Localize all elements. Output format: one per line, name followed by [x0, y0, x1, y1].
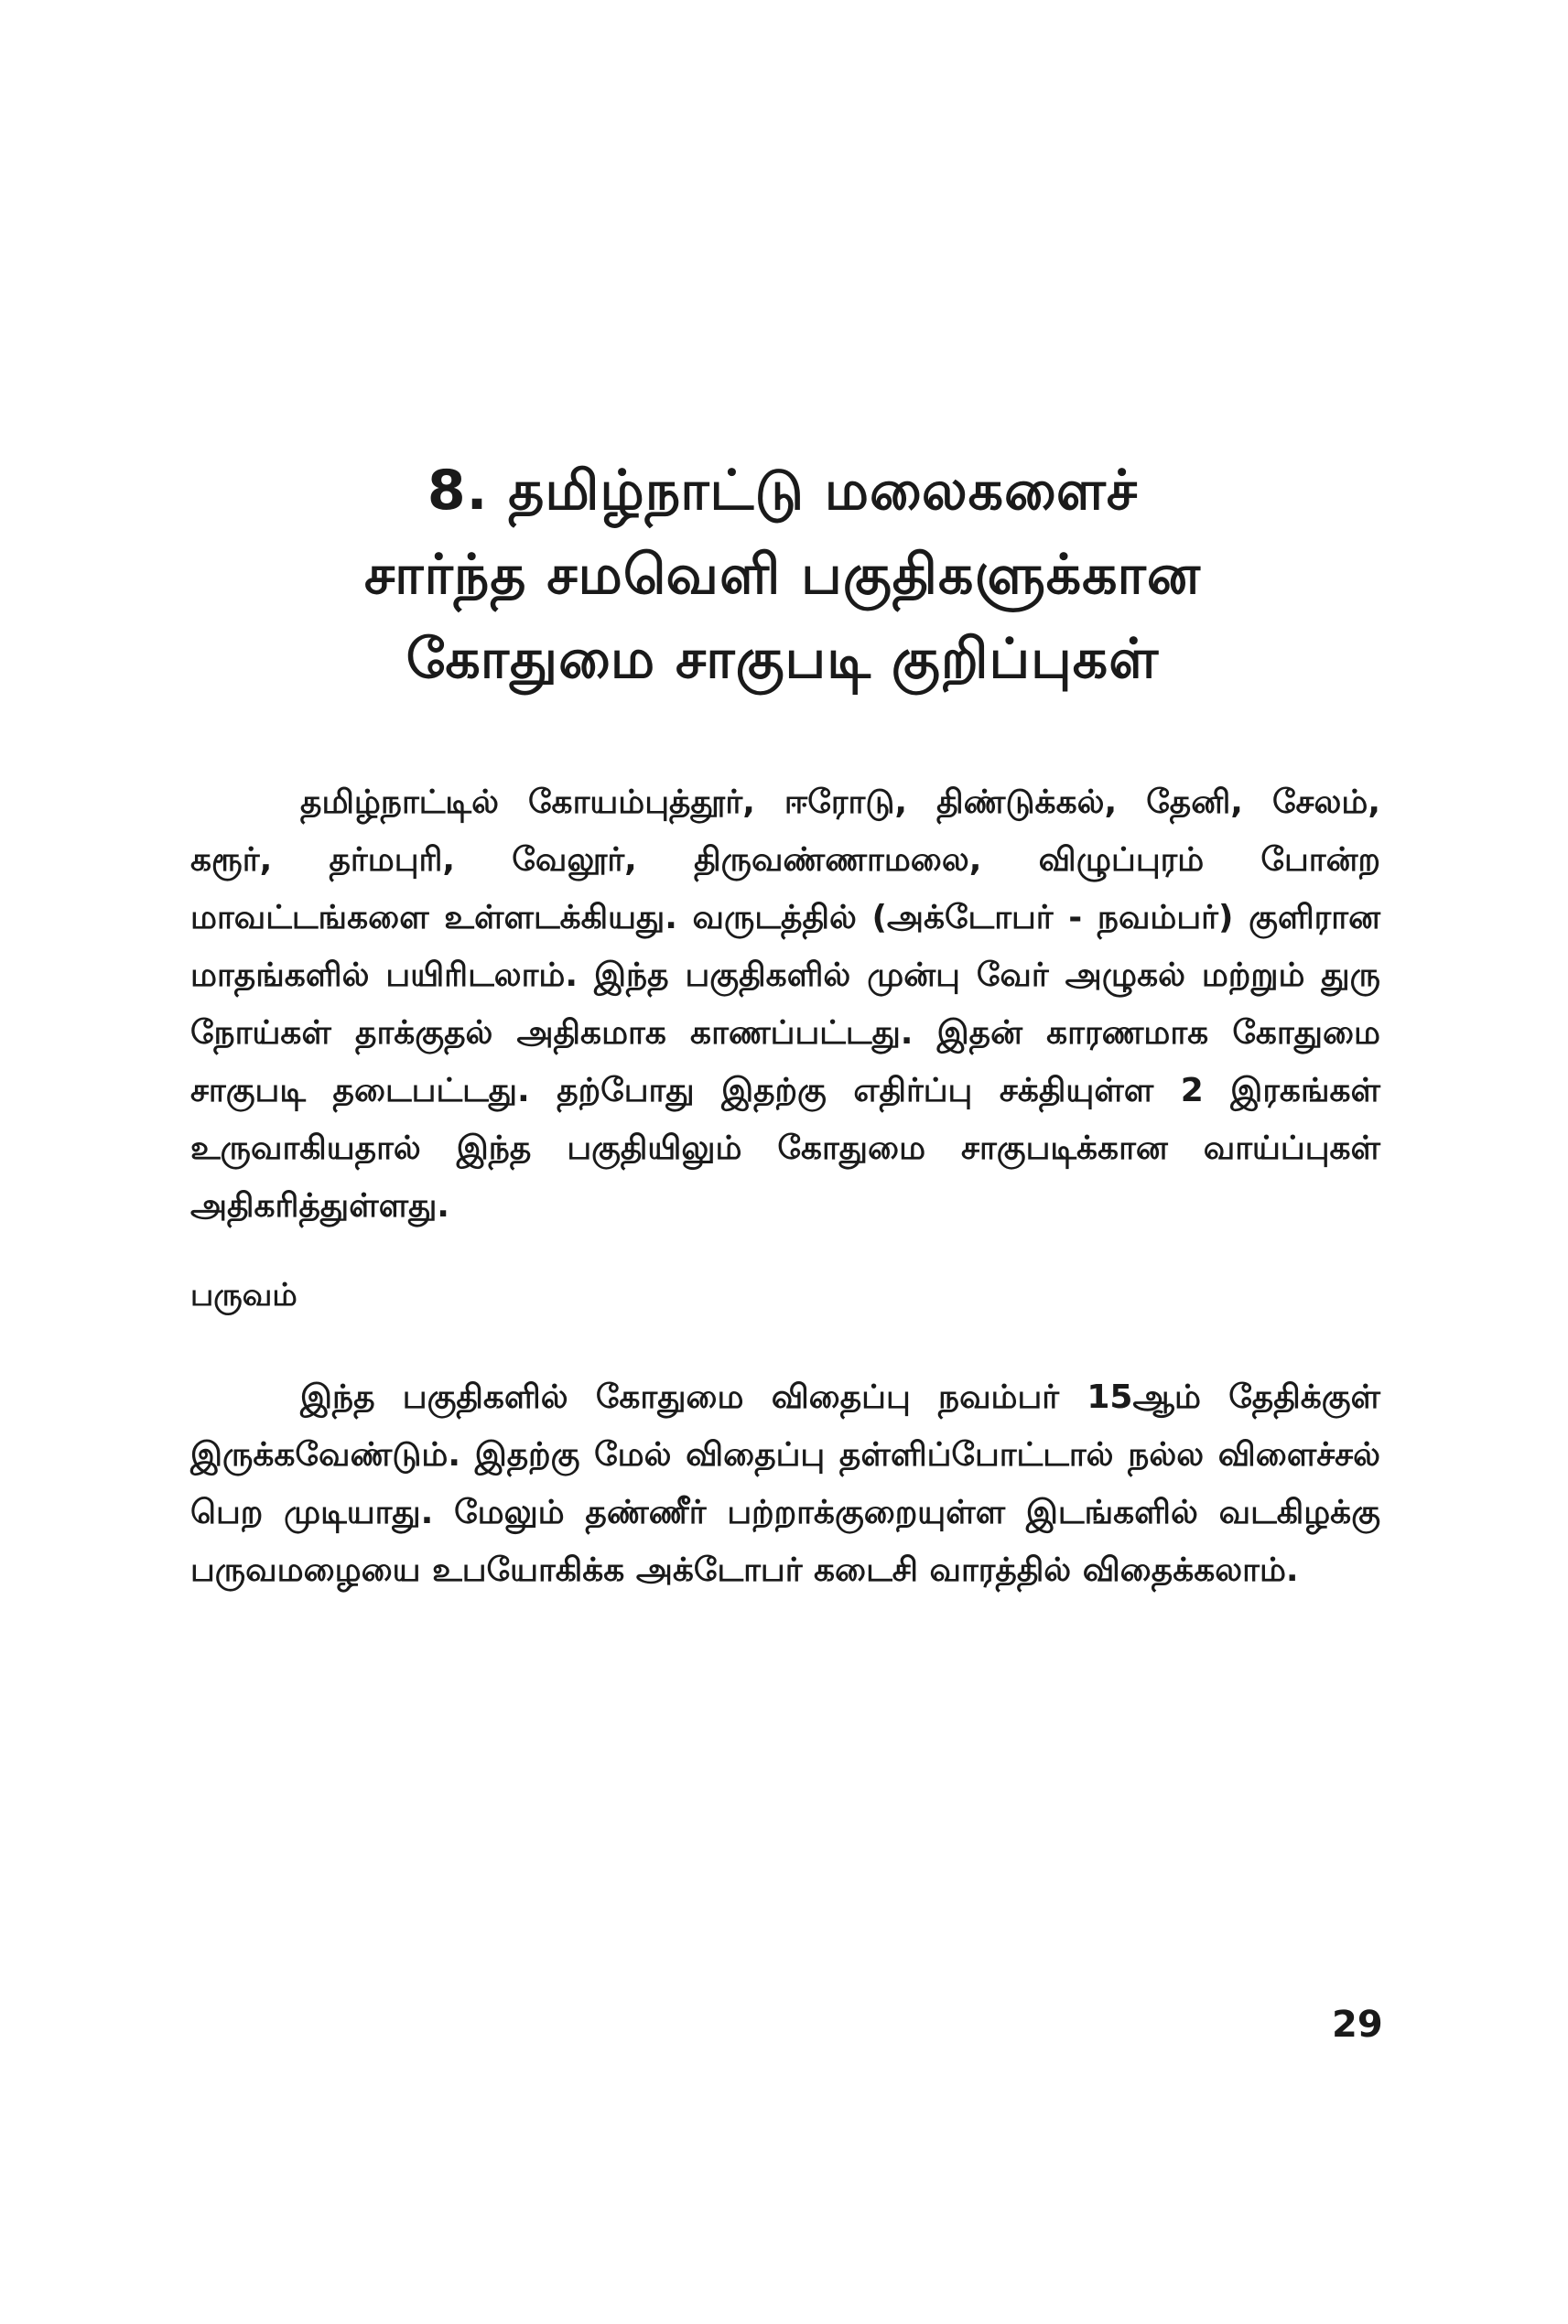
intro-paragraph: தமிழ்நாட்டில் கோயம்புத்தூர், ஈரோடு, திண்டுக்கல், தேனி, சேலம், கரூர், தர்மபுரி, வேலூர், திருவண்ணாமலை, விழுப்புரம் போன்ற மாவட்டங்களை உள்ளடக்கியது. வருடத்தில் (அக்டோபர் - நவம்பர்) குளிரான மாதங்களில் பயிரிடலாம். இந்த பகுதிகளில் முன்பு வேர் அழுகல் மற்றும் துரு நோய்கள் தாக்குதல் அதிகமாக காணப்பட்டது. இதன் காரணமாக கோதுமை சாகுபடி தடைபட்டது. தற்போது இதற்கு எதிர்ப்பு சக்தியுள்ள 2 இரகங்கள் உருவாகியதால் இந்த பகுதியிலும் கோதுமை சாகுபடிக்கான வாய்ப்புகள் அதிகரித்துள்ளது. [190, 784, 1380, 1225]
chapter-title [275, 449, 1291, 701]
season-paragraph: இந்த பகுதிகளில் கோதுமை விதைப்பு நவம்பர் 15ஆம் தேதிக்குள் இருக்கவேண்டும். இதற்கு மேல் விதைப்பு தள்ளிப்போட்டால் நல்ல விளைச்சல் பெற முடியாது. மேலும் தண்ணீர் பற்றாக்குறையுள்ள இடங்களில் வடகிழக்கு பருவமழையை உபயோகிக்க அக்டோபர் கடைசி வாரத்தில் விதைக்கலாம். [190, 1378, 1380, 1589]
chapter-title-line-2: சார்ந்த சமவெளி பகுதிகளுக்கான [363, 543, 1202, 607]
chapter-title-line-3: கோதுமை சாகுபடி குறிப்புகள் [406, 627, 1160, 691]
season-heading: பருவம் [190, 1277, 297, 1313]
page-number: 29 [1332, 2004, 1383, 2046]
chapter-title-line-1: 8. தமிழ்நாட்டு மலைகளைச் [427, 459, 1139, 523]
